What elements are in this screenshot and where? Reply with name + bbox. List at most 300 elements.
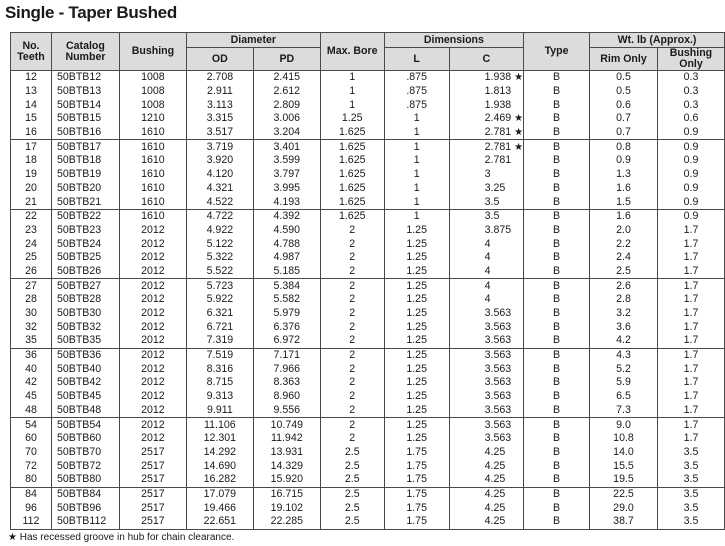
cell-bushing-only-value: 1.7	[683, 320, 699, 333]
cell-bushing-only-value: 1.7	[683, 418, 699, 431]
cell-teeth-value: 26	[25, 264, 37, 277]
cell-teeth-value: 20	[25, 181, 37, 194]
cell-rim-only-value: 9.0	[616, 418, 631, 431]
cell-rim-only-value: 15.5	[613, 459, 634, 472]
cell-c-value: 3.25	[484, 181, 506, 194]
cell-teeth-value: 15	[25, 112, 37, 125]
cell-bushing-only	[657, 112, 724, 126]
cell-type-value: B	[553, 293, 561, 306]
cell-type	[524, 487, 590, 501]
cell-rim-only	[590, 265, 658, 279]
cell-teeth	[11, 85, 52, 99]
cell-od	[186, 515, 253, 529]
cell-teeth	[11, 98, 52, 112]
cell-max-bore	[320, 473, 384, 487]
cell-l-value: .875	[406, 98, 427, 111]
cell-l-value: 1.25	[406, 334, 427, 347]
cell-od-value: 8.316	[206, 362, 234, 375]
cell-rim-only	[590, 473, 658, 487]
cell-pd	[253, 71, 320, 85]
cell-bushing	[119, 209, 186, 223]
cell-teeth	[11, 362, 52, 376]
cell-bushing-value: 1008	[141, 85, 165, 98]
cell-od-value: 19.466	[203, 501, 237, 514]
cell-od	[186, 140, 253, 154]
cell-rim-only-value: 2.6	[616, 279, 631, 292]
cell-max-bore-value: 2	[349, 403, 356, 416]
cell-bushing-only	[657, 154, 724, 168]
cell-catalog-number-value: 50BTB72	[56, 459, 102, 472]
cell-pd-value: 11.942	[270, 432, 303, 445]
cell-max-bore-value: 1.625	[338, 140, 366, 153]
cell-bushing-only	[657, 348, 724, 362]
cell-c	[449, 487, 523, 501]
cell-bushing	[119, 98, 186, 112]
cell-catalog-number-value: 50BTB54	[56, 418, 102, 431]
table-row	[11, 501, 725, 515]
cell-type-value: B	[553, 85, 561, 98]
table-row	[11, 432, 725, 446]
footnote: ★ Has recessed groove in hub for chain clearance.	[8, 532, 235, 543]
table-row	[11, 98, 725, 112]
cell-bushing-only	[657, 432, 724, 446]
cell-c-value: 1.938	[484, 98, 512, 111]
cell-od	[186, 446, 253, 460]
cell-catalog-number-value: 50BTB24	[56, 237, 102, 250]
cell-pd	[253, 515, 320, 529]
cell-bushing-only-value: 0.9	[683, 168, 699, 181]
cell-type-value: B	[553, 473, 561, 486]
cell-max-bore	[320, 515, 384, 529]
cell-bushing-only-value: 1.7	[683, 390, 699, 403]
cell-catalog-number-value: 50BTB16	[56, 126, 102, 139]
cell-c-value: 2.469	[484, 112, 512, 125]
cell-od-value: 14.690	[203, 459, 237, 472]
cell-max-bore-value: 2	[349, 432, 356, 445]
cell-teeth-value: 70	[25, 445, 37, 458]
cell-od-value: 6.721	[206, 320, 234, 333]
cell-l	[384, 182, 449, 196]
cell-bushing-only-value: 1.7	[683, 251, 699, 264]
cell-teeth-value: 45	[25, 390, 37, 403]
cell-teeth-value: 23	[25, 223, 37, 236]
cell-od-value: 4.321	[206, 181, 234, 194]
cell-teeth	[11, 404, 52, 418]
cell-teeth	[11, 168, 52, 182]
cell-l	[384, 251, 449, 265]
cell-max-bore-value: 2	[349, 251, 356, 264]
cell-bushing-only-value: 3.5	[683, 445, 699, 458]
cell-teeth-value: 36	[25, 349, 37, 362]
cell-bushing-value: 2012	[141, 390, 165, 403]
cell-c-value: 4.25	[484, 501, 506, 514]
cell-teeth-value: 21	[25, 195, 37, 208]
cell-teeth	[11, 195, 52, 209]
star-icon: ★	[514, 141, 524, 153]
cell-bushing-value: 1008	[141, 98, 165, 111]
cell-rim-only-value: 6.5	[616, 390, 631, 403]
cell-od	[186, 432, 253, 446]
cell-c	[449, 459, 523, 473]
cell-type	[524, 265, 590, 279]
cell-c-value: 4	[484, 293, 491, 306]
cell-teeth	[11, 432, 52, 446]
cell-pd	[253, 362, 320, 376]
cell-rim-only	[590, 293, 658, 307]
cell-pd	[253, 293, 320, 307]
cell-rim-only-value: 0.7	[616, 112, 631, 125]
cell-max-bore-value: 2	[349, 320, 356, 333]
cell-od-value: 22.651	[203, 515, 237, 528]
cell-l	[384, 334, 449, 348]
cell-type-value: B	[553, 264, 561, 277]
cell-l-value: .875	[406, 71, 427, 84]
cell-l-value: 1	[413, 126, 420, 139]
cell-od	[186, 293, 253, 307]
cell-type	[524, 71, 590, 85]
cell-max-bore-value: 2	[349, 418, 356, 431]
cell-catalog-number	[51, 459, 119, 473]
cell-pd	[253, 487, 320, 501]
header-bushing-only: Bushing Only	[657, 48, 724, 71]
star-icon: ★	[514, 72, 524, 84]
cell-max-bore-value: 2	[349, 390, 356, 403]
table-row	[11, 182, 725, 196]
cell-max-bore	[320, 112, 384, 126]
cell-bushing-only-value: 3.5	[683, 459, 699, 472]
cell-od	[186, 237, 253, 251]
cell-teeth-value: 84	[25, 487, 37, 500]
cell-od-value: 4.722	[206, 210, 234, 223]
cell-c-value: 4	[484, 279, 491, 292]
cell-catalog-number	[51, 473, 119, 487]
cell-bushing-value: 1610	[141, 168, 165, 181]
cell-catalog-number-value: 50BTB70	[56, 445, 102, 458]
cell-od	[186, 71, 253, 85]
cell-bushing-value: 2012	[141, 279, 165, 292]
cell-catalog-number	[51, 501, 119, 515]
cell-type	[524, 182, 590, 196]
cell-od	[186, 487, 253, 501]
cell-c	[449, 515, 523, 529]
cell-rim-only	[590, 168, 658, 182]
cell-pd	[253, 251, 320, 265]
cell-bushing	[119, 154, 186, 168]
cell-teeth	[11, 487, 52, 501]
cell-max-bore-value: 2	[349, 223, 356, 236]
cell-c-value: 2.781	[484, 140, 512, 153]
cell-bushing-value: 2012	[141, 418, 165, 431]
cell-pd-value: 3.797	[273, 168, 301, 181]
cell-bushing	[119, 418, 186, 432]
cell-c	[449, 473, 523, 487]
cell-c	[449, 265, 523, 279]
cell-bushing	[119, 501, 186, 515]
cell-od-value: 11.106	[204, 418, 236, 431]
cell-catalog-number-value: 50BTB80	[56, 473, 102, 486]
cell-od	[186, 195, 253, 209]
cell-pd	[253, 154, 320, 168]
cell-pd	[253, 376, 320, 390]
cell-max-bore	[320, 487, 384, 501]
table-row	[11, 390, 725, 404]
cell-c-value: 3	[484, 168, 491, 181]
cell-od-value: 2.708	[206, 71, 234, 84]
cell-bushing-only	[657, 195, 724, 209]
cell-od-value: 3.315	[206, 112, 234, 125]
cell-pd	[253, 334, 320, 348]
cell-catalog-number	[51, 224, 119, 238]
cell-bushing	[119, 446, 186, 460]
cell-bushing	[119, 376, 186, 390]
cell-od	[186, 112, 253, 126]
cell-catalog-number	[51, 71, 119, 85]
cell-bushing-value: 2517	[141, 501, 165, 514]
cell-c	[449, 376, 523, 390]
cell-catalog-number	[51, 362, 119, 376]
cell-rim-only	[590, 154, 658, 168]
cell-pd-value: 19.102	[270, 501, 303, 514]
table-row	[11, 459, 725, 473]
cell-c	[449, 251, 523, 265]
cell-l	[384, 404, 449, 418]
cell-teeth-value: 27	[25, 279, 37, 292]
cell-l	[384, 293, 449, 307]
cell-pd-value: 3.401	[273, 140, 301, 153]
cell-bushing-only-value: 0.9	[683, 210, 699, 223]
table-row	[11, 71, 725, 85]
cell-max-bore	[320, 334, 384, 348]
cell-bushing-only	[657, 168, 724, 182]
cell-max-bore	[320, 293, 384, 307]
cell-l	[384, 71, 449, 85]
cell-rim-only-value: 19.5	[613, 473, 634, 486]
cell-pd-value: 7.966	[273, 362, 301, 375]
cell-bushing-value: 2012	[141, 293, 165, 306]
table-row	[11, 446, 725, 460]
cell-pd-value: 5.582	[273, 293, 301, 306]
cell-pd-value: 5.185	[273, 264, 301, 277]
cell-bushing-value: 2012	[141, 264, 165, 277]
cell-l-value: 1.25	[406, 237, 427, 250]
cell-pd-value: 3.599	[273, 154, 301, 167]
cell-teeth	[11, 320, 52, 334]
cell-type	[524, 195, 590, 209]
cell-bushing-only	[657, 334, 724, 348]
cell-catalog-number	[51, 320, 119, 334]
cell-rim-only-value: 3.6	[616, 320, 631, 333]
cell-pd	[253, 279, 320, 293]
cell-type-value: B	[553, 71, 561, 84]
cell-teeth-value: 12	[25, 71, 37, 84]
cell-type	[524, 515, 590, 529]
cell-pd	[253, 459, 320, 473]
cell-pd-value: 3.995	[273, 181, 301, 194]
cell-bushing	[119, 473, 186, 487]
cell-type	[524, 140, 590, 154]
cell-od-value: 4.922	[206, 223, 234, 236]
cell-od	[186, 376, 253, 390]
cell-rim-only-value: 0.5	[616, 85, 631, 98]
cell-c	[449, 237, 523, 251]
cell-teeth-value: 13	[25, 85, 37, 98]
cell-type	[524, 126, 590, 140]
cell-rim-only-value: 2.5	[616, 264, 631, 277]
cell-catalog-number	[51, 376, 119, 390]
cell-l-value: 1.25	[406, 418, 427, 431]
cell-type	[524, 98, 590, 112]
cell-bushing	[119, 515, 186, 529]
cell-pd-value: 4.193	[273, 195, 301, 208]
cell-od-value: 9.313	[206, 390, 234, 403]
cell-l-value: 1	[413, 210, 420, 223]
cell-bushing-value: 2012	[141, 223, 165, 236]
cell-c-value: 3.5	[484, 210, 500, 223]
cell-od	[186, 251, 253, 265]
cell-rim-only	[590, 237, 658, 251]
cell-teeth-value: 40	[25, 362, 37, 375]
cell-l-value: 1.25	[406, 432, 427, 445]
cell-max-bore	[320, 224, 384, 238]
cell-c-value: 2.781	[484, 126, 512, 139]
cell-od	[186, 224, 253, 238]
cell-bushing-only-value: 0.9	[683, 140, 699, 153]
cell-teeth	[11, 71, 52, 85]
cell-bushing-only	[657, 362, 724, 376]
cell-c-value: 1.813	[484, 85, 512, 98]
cell-bushing	[119, 195, 186, 209]
cell-rim-only-value: 10.8	[613, 432, 634, 445]
cell-l	[384, 501, 449, 515]
cell-bushing-only-value: 0.3	[683, 98, 699, 111]
cell-bushing	[119, 265, 186, 279]
cell-bushing-value: 1610	[141, 126, 165, 139]
cell-od	[186, 418, 253, 432]
cell-bushing-value: 1610	[141, 140, 165, 153]
cell-c	[449, 432, 523, 446]
cell-catalog-number	[51, 168, 119, 182]
cell-type	[524, 501, 590, 515]
cell-bushing-only	[657, 98, 724, 112]
cell-bushing	[119, 224, 186, 238]
cell-od-value: 12.301	[203, 432, 237, 445]
cell-rim-only	[590, 362, 658, 376]
cell-type-value: B	[553, 251, 561, 264]
cell-l-value: 1.25	[406, 349, 427, 362]
cell-max-bore-value: 1	[349, 85, 356, 98]
cell-type	[524, 473, 590, 487]
cell-rim-only-value: 14.0	[613, 445, 634, 458]
cell-c-value: 3.563	[484, 376, 512, 389]
cell-c-value: 3.563	[484, 403, 512, 416]
cell-rim-only	[590, 279, 658, 293]
cell-bushing-value: 2517	[141, 487, 165, 500]
cell-catalog-number-value: 50BTB45	[56, 390, 102, 403]
cell-catalog-number-value: 50BTB60	[56, 432, 102, 445]
cell-type	[524, 446, 590, 460]
cell-c-value: 3.563	[484, 320, 512, 333]
cell-rim-only-value: 5.9	[616, 376, 631, 389]
cell-bushing-only	[657, 251, 724, 265]
cell-bushing	[119, 71, 186, 85]
cell-l	[384, 112, 449, 126]
cell-bushing-only-value: 1.7	[683, 264, 699, 277]
cell-bushing-value: 1610	[141, 154, 165, 167]
cell-type	[524, 168, 590, 182]
cell-od	[186, 362, 253, 376]
cell-pd	[253, 224, 320, 238]
cell-bushing-only-value: 3.5	[683, 473, 699, 486]
cell-pd	[253, 209, 320, 223]
cell-teeth	[11, 446, 52, 460]
cell-type	[524, 404, 590, 418]
cell-rim-only	[590, 515, 658, 529]
header-diameter: Diameter	[186, 33, 320, 48]
header-rim-only: Rim Only	[590, 48, 658, 71]
cell-bushing-value: 2517	[141, 459, 165, 472]
cell-c-value: 4	[484, 264, 491, 277]
cell-bushing	[119, 182, 186, 196]
cell-l-value: 1	[413, 154, 420, 167]
cell-catalog-number-value: 50BTB15	[56, 112, 102, 125]
table-row	[11, 418, 725, 432]
cell-c	[449, 85, 523, 99]
table-row	[11, 126, 725, 140]
cell-l	[384, 98, 449, 112]
cell-max-bore	[320, 320, 384, 334]
table-row	[11, 307, 725, 321]
cell-pd	[253, 98, 320, 112]
cell-bushing-only-value: 1.7	[683, 362, 699, 375]
table-row	[11, 251, 725, 265]
cell-pd-value: 6.376	[273, 320, 301, 333]
cell-max-bore	[320, 98, 384, 112]
cell-teeth-value: 24	[25, 237, 37, 250]
cell-od-value: 17.079	[203, 487, 237, 500]
cell-od-value: 7.319	[206, 334, 234, 347]
cell-c-value: 3.875	[484, 223, 512, 236]
cell-c	[449, 404, 523, 418]
table-row	[11, 195, 725, 209]
cell-rim-only	[590, 334, 658, 348]
cell-c	[449, 98, 523, 112]
cell-max-bore-value: 2.5	[344, 445, 360, 458]
cell-catalog-number-value: 50BTB96	[56, 501, 102, 514]
cell-teeth	[11, 390, 52, 404]
cell-c	[449, 154, 523, 168]
cell-teeth	[11, 237, 52, 251]
cell-bushing-only	[657, 487, 724, 501]
sprocket-table	[10, 32, 725, 530]
cell-bushing	[119, 126, 186, 140]
cell-catalog-number	[51, 85, 119, 99]
cell-od-value: 5.922	[206, 293, 234, 306]
cell-bushing-only	[657, 279, 724, 293]
cell-c	[449, 293, 523, 307]
cell-teeth-value: 18	[25, 154, 37, 167]
cell-type-value: B	[553, 168, 561, 181]
cell-c	[449, 279, 523, 293]
cell-bushing	[119, 140, 186, 154]
cell-rim-only	[590, 71, 658, 85]
cell-teeth	[11, 348, 52, 362]
cell-rim-only-value: 0.5	[616, 71, 631, 84]
cell-catalog-number	[51, 126, 119, 140]
cell-catalog-number-value: 50BTB12	[56, 71, 102, 84]
cell-pd	[253, 473, 320, 487]
cell-catalog-number	[51, 334, 119, 348]
cell-od-value: 3.517	[206, 126, 234, 139]
